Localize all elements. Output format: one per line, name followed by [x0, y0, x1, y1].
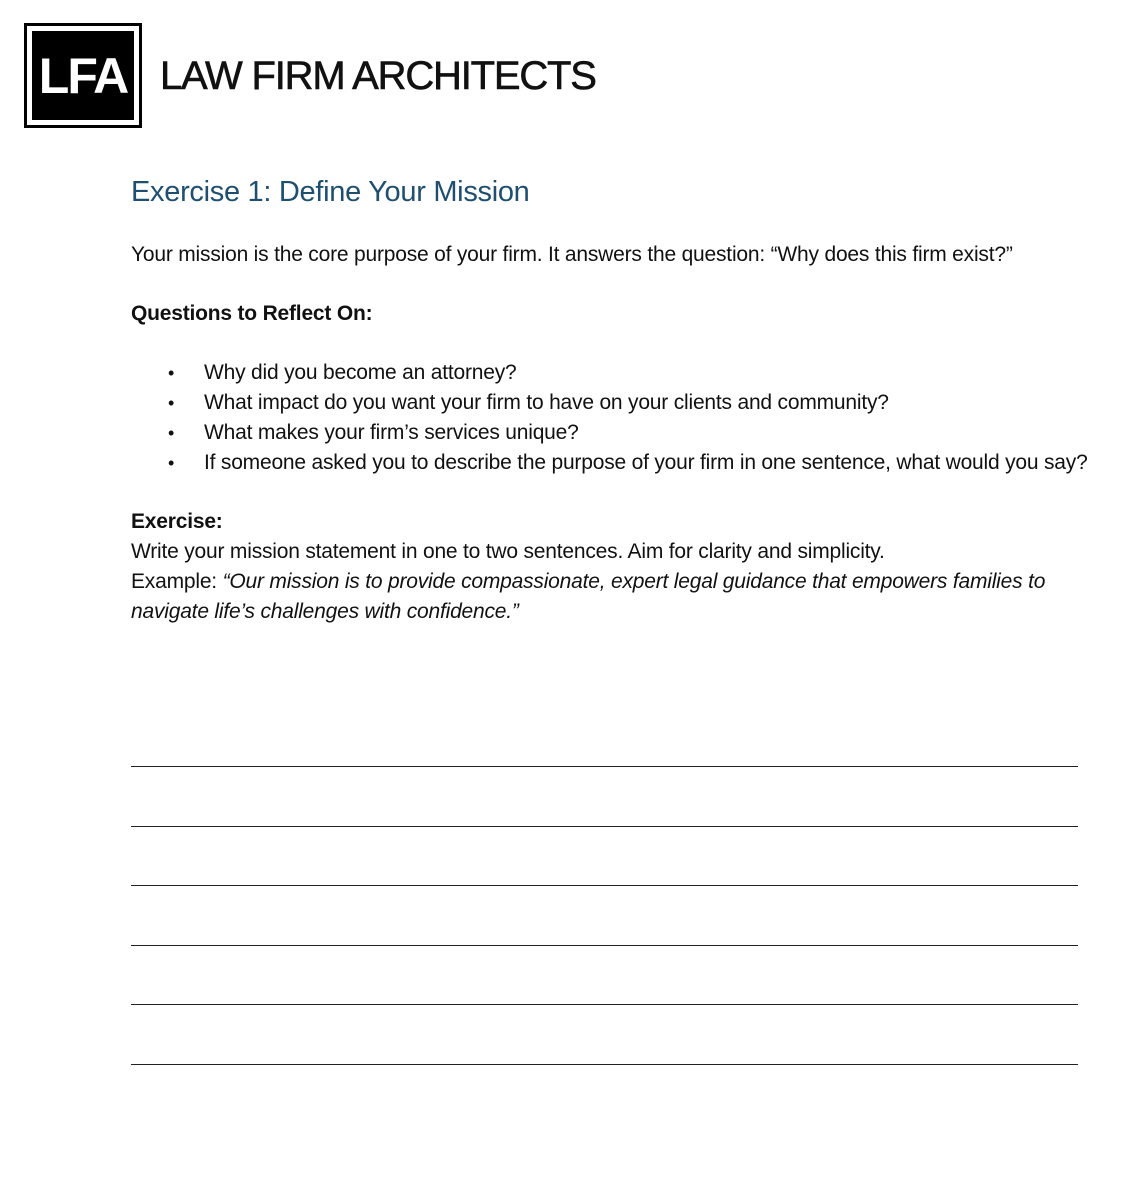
list-item: • What impact do you want your firm to have on your clients and community? [131, 388, 1091, 418]
list-item: • If someone asked you to describe the purpose of your firm in one sentence, what would you say? [131, 448, 1091, 478]
exercise-instruction: Write your mission statement in one to two sentences. Aim for clarity and simplicity. [131, 540, 885, 563]
answer-line[interactable] [131, 1064, 1078, 1065]
section-title: Exercise 1: Define Your Mission [131, 176, 530, 208]
example-paragraph [131, 567, 1091, 627]
answer-line[interactable] [131, 945, 1078, 946]
brand-name: LAW FIRM ARCHITECTS [160, 54, 596, 98]
list-item: • What makes your firm’s services unique? [131, 418, 1091, 448]
answer-lines [131, 766, 1078, 1123]
example-text: “Our mission is to provide compassionate, expert legal guidance that empowers families to navigate life’s challenges with confidence.” [131, 570, 1046, 623]
document-body [131, 240, 1091, 627]
questions-list [131, 358, 1091, 478]
logo-text: LFA [32, 31, 134, 120]
intro-paragraph: Your mission is the core purpose of your firm. It answers the question: “Why does this firm exist?” [131, 243, 1013, 266]
list-item: • Why did you become an attorney? [131, 358, 1091, 388]
answer-line[interactable] [131, 826, 1078, 827]
answer-line[interactable] [131, 1004, 1078, 1005]
answer-line[interactable] [131, 766, 1078, 767]
questions-heading: Questions to Reflect On: [131, 302, 373, 325]
answer-line[interactable] [131, 885, 1078, 886]
exercise-heading: Exercise: [131, 510, 223, 533]
logo [24, 23, 142, 128]
example-label: Example: [131, 570, 223, 593]
